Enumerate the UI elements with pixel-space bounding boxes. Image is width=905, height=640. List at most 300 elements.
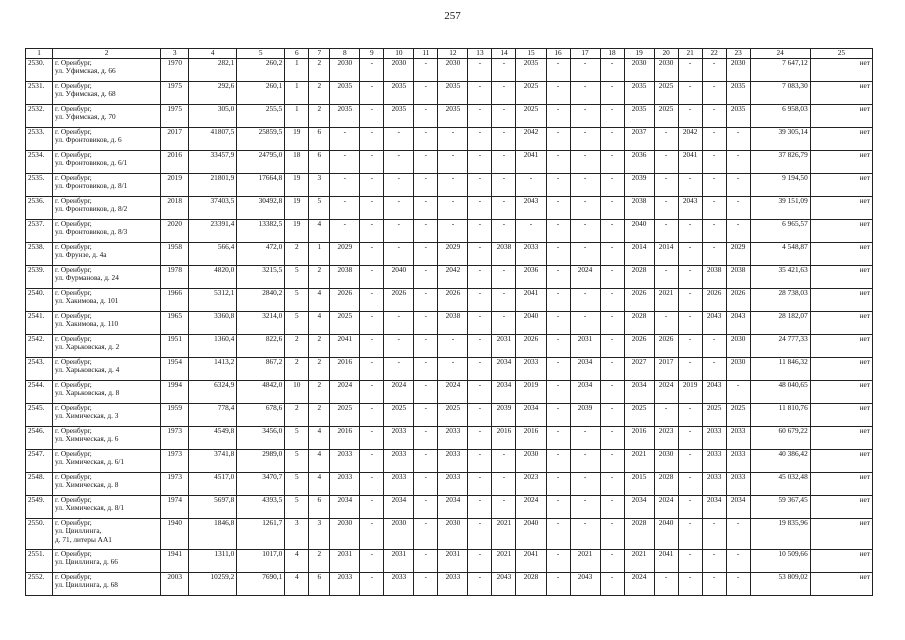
table-row [26,151,873,174]
cell-col-19: 2021 [624,550,654,573]
cell-col-23: - [726,550,750,573]
address-cell [53,473,161,496]
table-row [26,404,873,427]
cell-col-22: - [702,82,726,105]
address-line: ул. Уфимская, д. 68 [55,89,116,99]
cell-col-15: 2025 [516,105,546,128]
address-line: г. Оренбург, [55,127,92,136]
row-number: 2549. [26,496,53,519]
cell-col-15: 2028 [516,573,546,596]
cell-col-5: 4393,5 [237,496,285,519]
cell-col-15: 2025 [516,82,546,105]
table-row [26,197,873,220]
cell-col-4: 33457,9 [189,151,237,174]
cell-col-21: - [678,174,702,197]
cell-col-21: - [678,82,702,105]
cell-col-14: 2034 [492,358,516,381]
cell-col-23: 2030 [726,358,750,381]
cell-col-3: 2017 [161,128,189,151]
cell-col-8: 2029 [330,243,360,266]
address-line: ул. Уфимская, д. 70 [55,112,116,122]
cell-col-18: - [600,243,624,266]
cell-col-12: 2029 [438,243,468,266]
row-number: 2545. [26,404,53,427]
cell-col-19: 2039 [624,174,654,197]
cell-col-19: 2030 [624,59,654,82]
cell-col-5: 7690,1 [237,573,285,596]
cell-col-6: 2 [285,404,309,427]
cell-col-3: 2003 [161,573,189,596]
cell-col-8: - [330,197,360,220]
cell-col-12: 2033 [438,473,468,496]
cell-col-16: - [546,197,570,220]
address-line: ул. Фронтовиков, д. 8/2 [55,204,128,214]
address-cell [53,335,161,358]
column-header-5: 5 [237,49,285,59]
cell-col-19: 2027 [624,358,654,381]
address-line: г. Оренбург, [55,288,92,297]
cell-col-18: - [600,450,624,473]
cell-col-4: 37403,5 [189,197,237,220]
cell-col-21: - [678,358,702,381]
cell-col-10: 2033 [384,573,414,596]
cell-col-3: 1940 [161,519,189,550]
column-header-23: 23 [726,49,750,59]
cell-col-11: - [414,289,438,312]
cell-col-10: - [384,358,414,381]
cell-col-3: 1954 [161,358,189,381]
cell-col-14: - [492,105,516,128]
cell-col-19: 2025 [624,404,654,427]
column-header-14: 14 [492,49,516,59]
cell-col-9: - [360,335,384,358]
cell-col-23: - [726,220,750,243]
cell-col-12: 2035 [438,82,468,105]
column-header-9: 9 [360,49,384,59]
page-number: 257 [444,10,461,22]
cell-col-4: 1846,8 [189,519,237,550]
address-line: г. Оренбург, [55,426,92,435]
cell-col-9: - [360,128,384,151]
cell-col-7: 2 [309,335,330,358]
cell-col-5: 678,6 [237,404,285,427]
cell-col-20: - [654,573,678,596]
cell-col-17: - [570,82,600,105]
cell-col-12: 2025 [438,404,468,427]
cell-col-4: 282,1 [189,59,237,82]
cell-col-8: 2016 [330,358,360,381]
cell-col-7: 2 [309,82,330,105]
cell-col-7: 4 [309,450,330,473]
cell-col-13: - [468,550,492,573]
cell-col-12: 2030 [438,519,468,550]
table-row [26,450,873,473]
cell-col-5: 260,2 [237,59,285,82]
cell-col-17: 2039 [570,404,600,427]
cell-col-4: 3741,8 [189,450,237,473]
cell-col-10: 2033 [384,473,414,496]
cell-col-18: - [600,174,624,197]
cell-col-13: - [468,312,492,335]
address-line: ул. Цвиллинга, д. 68 [55,580,118,590]
cell-col-10: - [384,151,414,174]
cell-col-9: - [360,427,384,450]
table-row [26,358,873,381]
cell-col-21: - [678,573,702,596]
cell-col-12: - [438,174,468,197]
cell-col-3: 1951 [161,335,189,358]
cell-col-4: 566,4 [189,243,237,266]
cell-col-25: нет [810,427,872,450]
row-number: 2543. [26,358,53,381]
cell-col-13: - [468,496,492,519]
table-row [26,243,873,266]
cell-col-14: 2031 [492,335,516,358]
cell-col-21: - [678,289,702,312]
cell-col-16: - [546,289,570,312]
row-number: 2540. [26,289,53,312]
cell-col-19: 2037 [624,128,654,151]
cell-col-23: 2033 [726,450,750,473]
row-number: 2547. [26,450,53,473]
cell-col-16: - [546,381,570,404]
cell-col-22: 2033 [702,450,726,473]
cell-col-24: 39 305,14 [750,128,810,151]
cell-col-9: - [360,289,384,312]
cell-col-9: - [360,519,384,550]
table-row [26,220,873,243]
cell-col-13: - [468,174,492,197]
row-number: 2532. [26,105,53,128]
cell-col-12: 2033 [438,573,468,596]
table-header [26,49,873,59]
cell-col-3: 1975 [161,105,189,128]
cell-col-25: нет [810,381,872,404]
cell-col-21: - [678,266,702,289]
cell-col-14: - [492,496,516,519]
column-header-6: 6 [285,49,309,59]
cell-col-9: - [360,450,384,473]
cell-col-9: - [360,174,384,197]
address-line: ул. Цвиллинга, [55,526,102,536]
cell-col-3: 2020 [161,220,189,243]
cell-col-4: 5697,8 [189,496,237,519]
cell-col-20: 2025 [654,82,678,105]
cell-col-5: 17664,8 [237,174,285,197]
cell-col-23: 2030 [726,335,750,358]
table-row [26,381,873,404]
cell-col-22: - [702,151,726,174]
cell-col-25: нет [810,573,872,596]
cell-col-22: 2026 [702,289,726,312]
cell-col-22: - [702,573,726,596]
cell-col-10: - [384,335,414,358]
cell-col-13: - [468,427,492,450]
cell-col-24: 7 083,30 [750,82,810,105]
cell-col-7: 6 [309,496,330,519]
cell-col-24: 35 421,63 [750,266,810,289]
cell-col-19: 2035 [624,82,654,105]
address-line: г. Оренбург, [55,495,92,504]
cell-col-15: 2023 [516,473,546,496]
cell-col-12: 2024 [438,381,468,404]
cell-col-9: - [360,573,384,596]
cell-col-24: 9 194,50 [750,174,810,197]
cell-col-25: нет [810,151,872,174]
cell-col-23: - [726,519,750,550]
cell-col-15: 2019 [516,381,546,404]
cell-col-20: 2030 [654,59,678,82]
cell-col-21: - [678,59,702,82]
cell-col-24: 45 032,48 [750,473,810,496]
cell-col-3: 1970 [161,59,189,82]
cell-col-17: 2024 [570,266,600,289]
address-line: ул. Харьковская, д. 2 [55,342,120,352]
cell-col-22: - [702,243,726,266]
cell-col-5: 3456,0 [237,427,285,450]
cell-col-21: - [678,105,702,128]
cell-col-9: - [360,82,384,105]
table-row [26,573,873,596]
cell-col-11: - [414,128,438,151]
cell-col-25: нет [810,473,872,496]
cell-col-10: - [384,128,414,151]
cell-col-10: - [384,174,414,197]
address-line: ул. Химическая, д. 8 [55,480,119,490]
address-line: ул. Фронтовиков, д. 8/3 [55,227,128,237]
cell-col-17: - [570,427,600,450]
cell-col-9: - [360,473,384,496]
table-row [26,289,873,312]
cell-col-5: 3470,7 [237,473,285,496]
cell-col-6: 19 [285,128,309,151]
cell-col-18: - [600,312,624,335]
address-line: ул. Химическая, д. 8/1 [55,503,125,513]
cell-col-12: - [438,358,468,381]
cell-col-19: 2014 [624,243,654,266]
row-number: 2531. [26,82,53,105]
cell-col-23: 2035 [726,105,750,128]
cell-col-24: 28 738,03 [750,289,810,312]
cell-col-5: 24795,0 [237,151,285,174]
cell-col-22: 2033 [702,427,726,450]
cell-col-11: - [414,151,438,174]
cell-col-25: нет [810,243,872,266]
cell-col-24: 37 826,79 [750,151,810,174]
cell-col-10: - [384,197,414,220]
cell-col-20: 2041 [654,550,678,573]
cell-col-9: - [360,550,384,573]
cell-col-13: - [468,289,492,312]
cell-col-15: 2041 [516,151,546,174]
cell-col-13: - [468,59,492,82]
column-header-1: 1 [26,49,53,59]
row-number: 2530. [26,59,53,82]
row-number: 2552. [26,573,53,596]
cell-col-15: 2043 [516,197,546,220]
cell-col-7: 2 [309,381,330,404]
cell-col-23: - [726,151,750,174]
cell-col-16: - [546,128,570,151]
cell-col-22: - [702,550,726,573]
cell-col-21: - [678,473,702,496]
cell-col-16: - [546,496,570,519]
cell-col-7: 4 [309,312,330,335]
cell-col-12: - [438,197,468,220]
cell-col-20: - [654,151,678,174]
cell-col-3: 1973 [161,473,189,496]
address-cell [53,404,161,427]
cell-col-6: 19 [285,174,309,197]
cell-col-12: - [438,220,468,243]
cell-col-3: 1975 [161,82,189,105]
cell-col-11: - [414,550,438,573]
row-number: 2550. [26,519,53,550]
cell-col-25: нет [810,197,872,220]
cell-col-16: - [546,82,570,105]
cell-col-7: 2 [309,550,330,573]
cell-col-15: 2041 [516,550,546,573]
cell-col-6: 2 [285,243,309,266]
cell-col-25: нет [810,82,872,105]
cell-col-23: - [726,174,750,197]
column-header-15: 15 [516,49,546,59]
cell-col-11: - [414,404,438,427]
cell-col-14: 2021 [492,519,516,550]
address-cell [53,358,161,381]
cell-col-16: - [546,174,570,197]
cell-col-3: 1978 [161,266,189,289]
address-line: ул. Химическая, д. 6/1 [55,457,125,467]
cell-col-16: - [546,105,570,128]
cell-col-16: - [546,312,570,335]
table-row [26,473,873,496]
column-header-13: 13 [468,49,492,59]
cell-col-13: - [468,82,492,105]
cell-col-24: 6 965,57 [750,220,810,243]
cell-col-15: 2033 [516,243,546,266]
cell-col-11: - [414,82,438,105]
cell-col-6: 10 [285,381,309,404]
cell-col-5: 472,0 [237,243,285,266]
cell-col-13: - [468,243,492,266]
address-line: г. Оренбург, [55,173,92,182]
cell-col-10: 2033 [384,450,414,473]
cell-col-8: 2030 [330,59,360,82]
cell-col-11: - [414,266,438,289]
column-header-8: 8 [330,49,360,59]
cell-col-10: 2033 [384,427,414,450]
address-cell [53,59,161,82]
cell-col-5: 822,6 [237,335,285,358]
cell-col-9: - [360,105,384,128]
cell-col-24: 7 647,12 [750,59,810,82]
cell-col-17: - [570,473,600,496]
cell-col-25: нет [810,519,872,550]
cell-col-15: 2035 [516,59,546,82]
cell-col-4: 3360,8 [189,312,237,335]
address-line: г. Оренбург, [55,219,92,228]
cell-col-13: - [468,197,492,220]
address-cell [53,312,161,335]
cell-col-5: 25859,5 [237,128,285,151]
address-line: г. Оренбург, [55,334,92,343]
address-cell [53,573,161,596]
cell-col-11: - [414,335,438,358]
cell-col-12: 2033 [438,450,468,473]
address-line: г. Оренбург, [55,572,92,581]
cell-col-11: - [414,450,438,473]
table-row [26,312,873,335]
cell-col-10: 2035 [384,82,414,105]
cell-col-19: 2028 [624,519,654,550]
cell-col-18: - [600,197,624,220]
table-body [26,59,873,596]
cell-col-8: - [330,151,360,174]
cell-col-8: - [330,128,360,151]
cell-col-5: 255,5 [237,105,285,128]
cell-col-18: - [600,473,624,496]
address-line: г. Оренбург, [55,472,92,481]
cell-col-11: - [414,358,438,381]
cell-col-4: 41807,5 [189,128,237,151]
cell-col-24: 40 386,42 [750,450,810,473]
cell-col-19: 2040 [624,220,654,243]
cell-col-19: 2024 [624,573,654,596]
cell-col-13: - [468,220,492,243]
address-cell [53,197,161,220]
address-line: г. Оренбург, [55,449,92,458]
cell-col-14: - [492,174,516,197]
cell-col-3: 1966 [161,289,189,312]
cell-col-15: - [516,174,546,197]
cell-col-12: - [438,335,468,358]
row-number: 2539. [26,266,53,289]
cell-col-13: - [468,151,492,174]
cell-col-7: 2 [309,266,330,289]
cell-col-11: - [414,312,438,335]
cell-col-10: - [384,312,414,335]
cell-col-9: - [360,404,384,427]
cell-col-12: 2034 [438,496,468,519]
address-line: г. Оренбург, [55,265,92,274]
cell-col-14: - [492,59,516,82]
cell-col-24: 59 367,45 [750,496,810,519]
address-cell [53,128,161,151]
cell-col-25: нет [810,550,872,573]
address-cell [53,243,161,266]
cell-col-23: 2033 [726,473,750,496]
cell-col-6: 1 [285,105,309,128]
cell-col-6: 4 [285,573,309,596]
cell-col-22: - [702,519,726,550]
cell-col-9: - [360,266,384,289]
cell-col-3: 2019 [161,174,189,197]
address-line: ул. Фронтовиков, д. 6/1 [55,158,128,168]
address-line: г. Оренбург, [55,357,92,366]
address-cell [53,174,161,197]
cell-col-17: - [570,496,600,519]
cell-col-14: 2021 [492,550,516,573]
cell-col-20: 2025 [654,105,678,128]
cell-col-8: 2033 [330,473,360,496]
cell-col-18: - [600,550,624,573]
cell-col-7: 2 [309,358,330,381]
cell-col-6: 5 [285,496,309,519]
cell-col-19: 2015 [624,473,654,496]
address-line: ул. Уфимская, д. 66 [55,66,116,76]
cell-col-6: 2 [285,358,309,381]
